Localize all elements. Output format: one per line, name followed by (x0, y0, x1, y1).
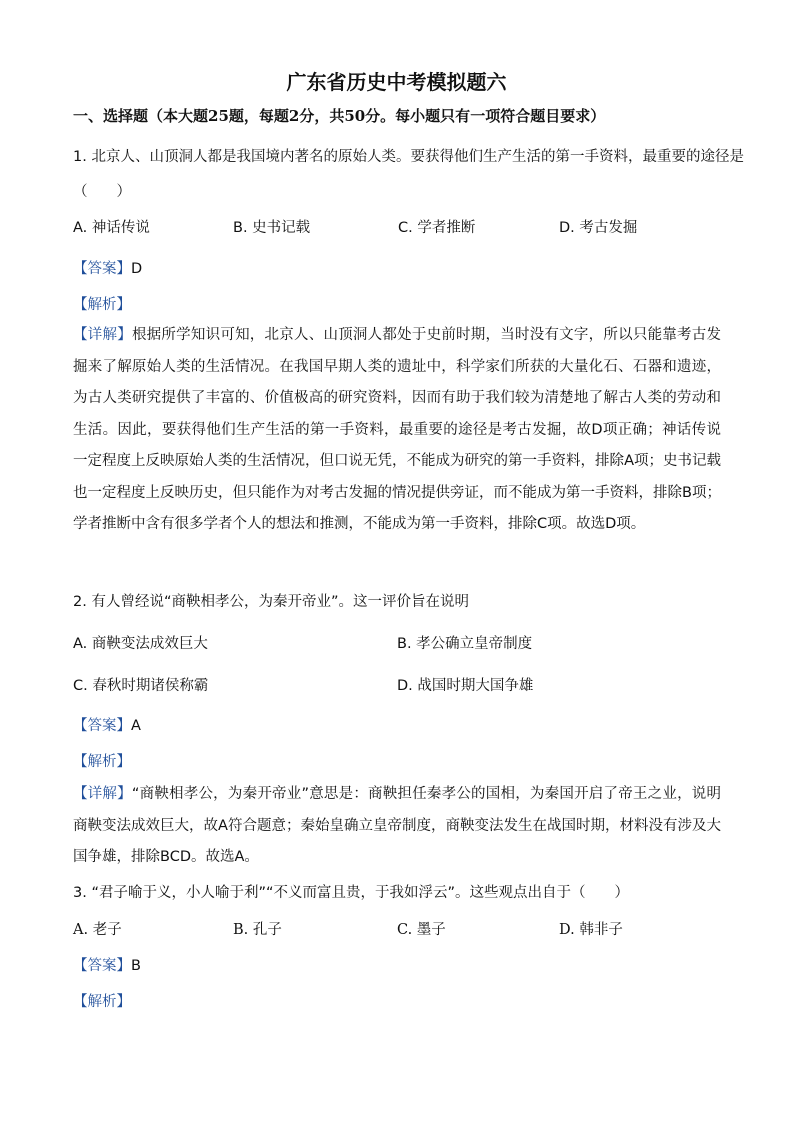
q2-stem: 2. 有人曾经说“商鞅相孝公，为秦开帝业”。这一评价旨在说明 (73, 594, 469, 610)
analysis-label: 【解析】 (73, 754, 131, 770)
q1-option-a: A. 神话传说 (73, 220, 150, 236)
q1-answer-value: D (131, 261, 143, 277)
analysis-label: 【解析】 (73, 297, 131, 313)
q1-stem-line2: （ ） (73, 184, 131, 200)
q2-answer-row (73, 716, 141, 736)
q1-detail-paragraph (73, 320, 721, 541)
q1-option-c: C. 学者推断 (398, 220, 476, 236)
q3-option-b: B. 孔子 (233, 922, 282, 938)
q2-option-d: D. 战国时期大国争雄 (397, 678, 534, 694)
q1-answer-row (73, 259, 142, 279)
detail-label: 【详解】 (73, 327, 132, 343)
q3-option-d: D. 韩非子 (559, 922, 623, 938)
analysis-label: 【解析】 (73, 994, 131, 1010)
page-title: 广东省历史中考模拟题六 (286, 70, 507, 94)
q2-option-a: A. 商鞅变法成效巨大 (73, 636, 208, 652)
q2-option-c: C. 春秋时期诸侯称霸 (73, 678, 209, 694)
q1-option-b: B. 史书记载 (233, 220, 311, 236)
detail-label: 【详解】 (73, 786, 132, 802)
q2-answer-value: A (131, 718, 141, 734)
q2-detail-paragraph (73, 779, 721, 874)
q3-option-c: C. 墨子 (397, 922, 446, 938)
q3-stem: 3. “君子喻于义，小人喻于利”“不义而富且贵，于我如浮云”。这些观点出自于（ ） (73, 885, 629, 901)
answer-label: 【答案】 (73, 958, 131, 974)
q1-stem-line1: 1. 北京人、山顶洞人都是我国境内著名的原始人类。要获得他们生产生活的第一手资料，最重要的途径是 (73, 149, 744, 165)
q3-option-a: A. 老子 (73, 922, 122, 938)
answer-label: 【答案】 (73, 261, 131, 277)
q3-answer-value: B (131, 958, 141, 974)
q1-analysis-row (73, 295, 131, 315)
q2-detail-text: “商鞅相孝公，为秦开帝业”意思是：商鞅担任秦孝公的国相，为秦国开启了帝王之业，说明商鞅变法成效巨大，故A符合题意；秦始皇确立皇帝制度，商鞅变法发生在战国时期，材料没有涉及大国争雄，排除BCD。故选A。 (73, 786, 722, 865)
q3-analysis-row (73, 992, 131, 1012)
q1-detail-text: 根据所学知识可知，北京人、山顶洞人都处于史前时期，当时没有文字，所以只能靠考古发掘来了解原始人类的生活情况。在我国早期人类的遗址中，科学家们所获的大量化石、石器和遗迹，为古人类研究提供了丰富的、价值极高的研究资料，因而有助于我们较为清楚地了解古人类的劳动和生活。因此，要获得他们生产生活的第一手资料，最重要的途径是考古发掘，故D项正确；神话传说一定程度上反映原始人类的生活情况，但口说无凭，不能成为研究的第一手资料，排除A项；史书记载也一定程度上反映历史，但只能作为对考古发掘的情况提供旁证，而不能成为第一手资料，排除B项；学者推断中含有很多学者个人的想法和推测，不能成为第一手资料，排除C项。故选D项。 (73, 327, 722, 532)
answer-label: 【答案】 (73, 718, 131, 734)
q2-option-b: B. 孝公确立皇帝制度 (397, 636, 533, 652)
section-heading: 一、选择题（本大题25题，每题2分，共50分。每小题只有一项符合题目要求） (73, 107, 606, 125)
q1-option-d: D. 考古发掘 (559, 220, 638, 236)
q2-analysis-row (73, 752, 131, 772)
q3-answer-row (73, 956, 141, 976)
